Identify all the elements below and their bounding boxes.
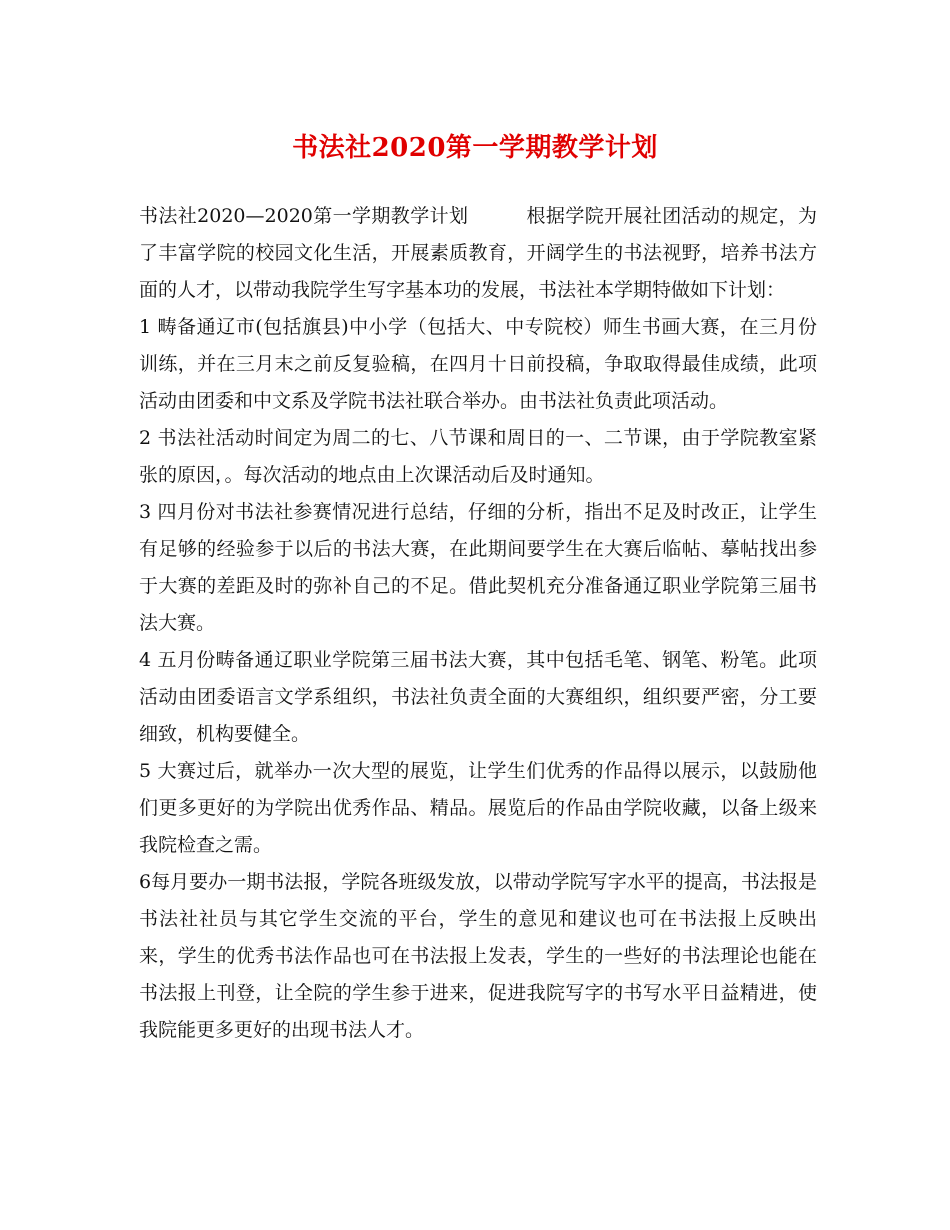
plan-item-2: 2 书法社活动时间定为周二的七、八节课和周日的一、二节课，由于学院教室紧张的原因，。每次活动的地点由上次课活动后及时通知。	[139, 427, 817, 486]
document-body	[139, 198, 817, 1049]
intro-heading: 书法社2020—2020第一学期教学计划	[139, 205, 469, 227]
plan-item-3: 3 四月份对书法社参赛情况进行总结，仔细的分析，指出不足及时改正，让学生有足够的经验参于以后的书法大赛，在此期间要学生在大赛后临帖、摹帖找出参于大赛的差距及时的弥补自己的不足。借此契机充分准备通辽职业学院第三届书法大赛。	[139, 501, 817, 634]
intro-gap	[468, 205, 526, 227]
plan-item-5: 5 大赛过后，就举办一次大型的展览，让学生们优秀的作品得以展示，以鼓励他们更多更好的为学院出优秀作品、精品。展览后的作品由学院收藏，以备上级来我院检查之需。	[139, 760, 817, 856]
plan-item-1: 1 畴备通辽市(包括旗县)中小学（包括大、中专院校）师生书画大赛，在三月份训练，并在三月末之前反复验稿，在四月十日前投稿，争取取得最佳成绩，此项活动由团委和中文系及学院书法社联合举办。由书法社负责此项活动。	[139, 316, 817, 412]
document-title: 书法社2020第一学期教学计划	[292, 133, 658, 163]
plan-item-6: 6每月要办一期书法报，学院各班级发放，以带动学院写字水平的提高，书法报是书法社社员与其它学生交流的平台，学生的意见和建议也可在书法报上反映出来，学生的优秀书法作品也可在书法报上发表，学生的一些好的书法理论也能在书法报上刊登，让全院的学生参于进来，促进我院写字的书写水平日益精进，使我院能更多更好的出现书法人才。	[139, 871, 817, 1041]
intro-paragraph	[139, 198, 817, 309]
plan-item-4: 4 五月份畴备通辽职业学院第三届书法大赛，其中包括毛笔、钢笔、粉笔。此项活动由团委语言文学系组织，书法社负责全面的大赛组织，组织要严密，分工要细致，机构要健全。	[139, 649, 817, 745]
intro-body: 根据学院开展社团活动的规定，为了丰富学院的校园文化生活，开展素质教育，开阔学生的书法视野，培养书法方面的人才，以带动我院学生写字基本功的发展，书法社本学期特做如下计划：	[139, 205, 817, 301]
